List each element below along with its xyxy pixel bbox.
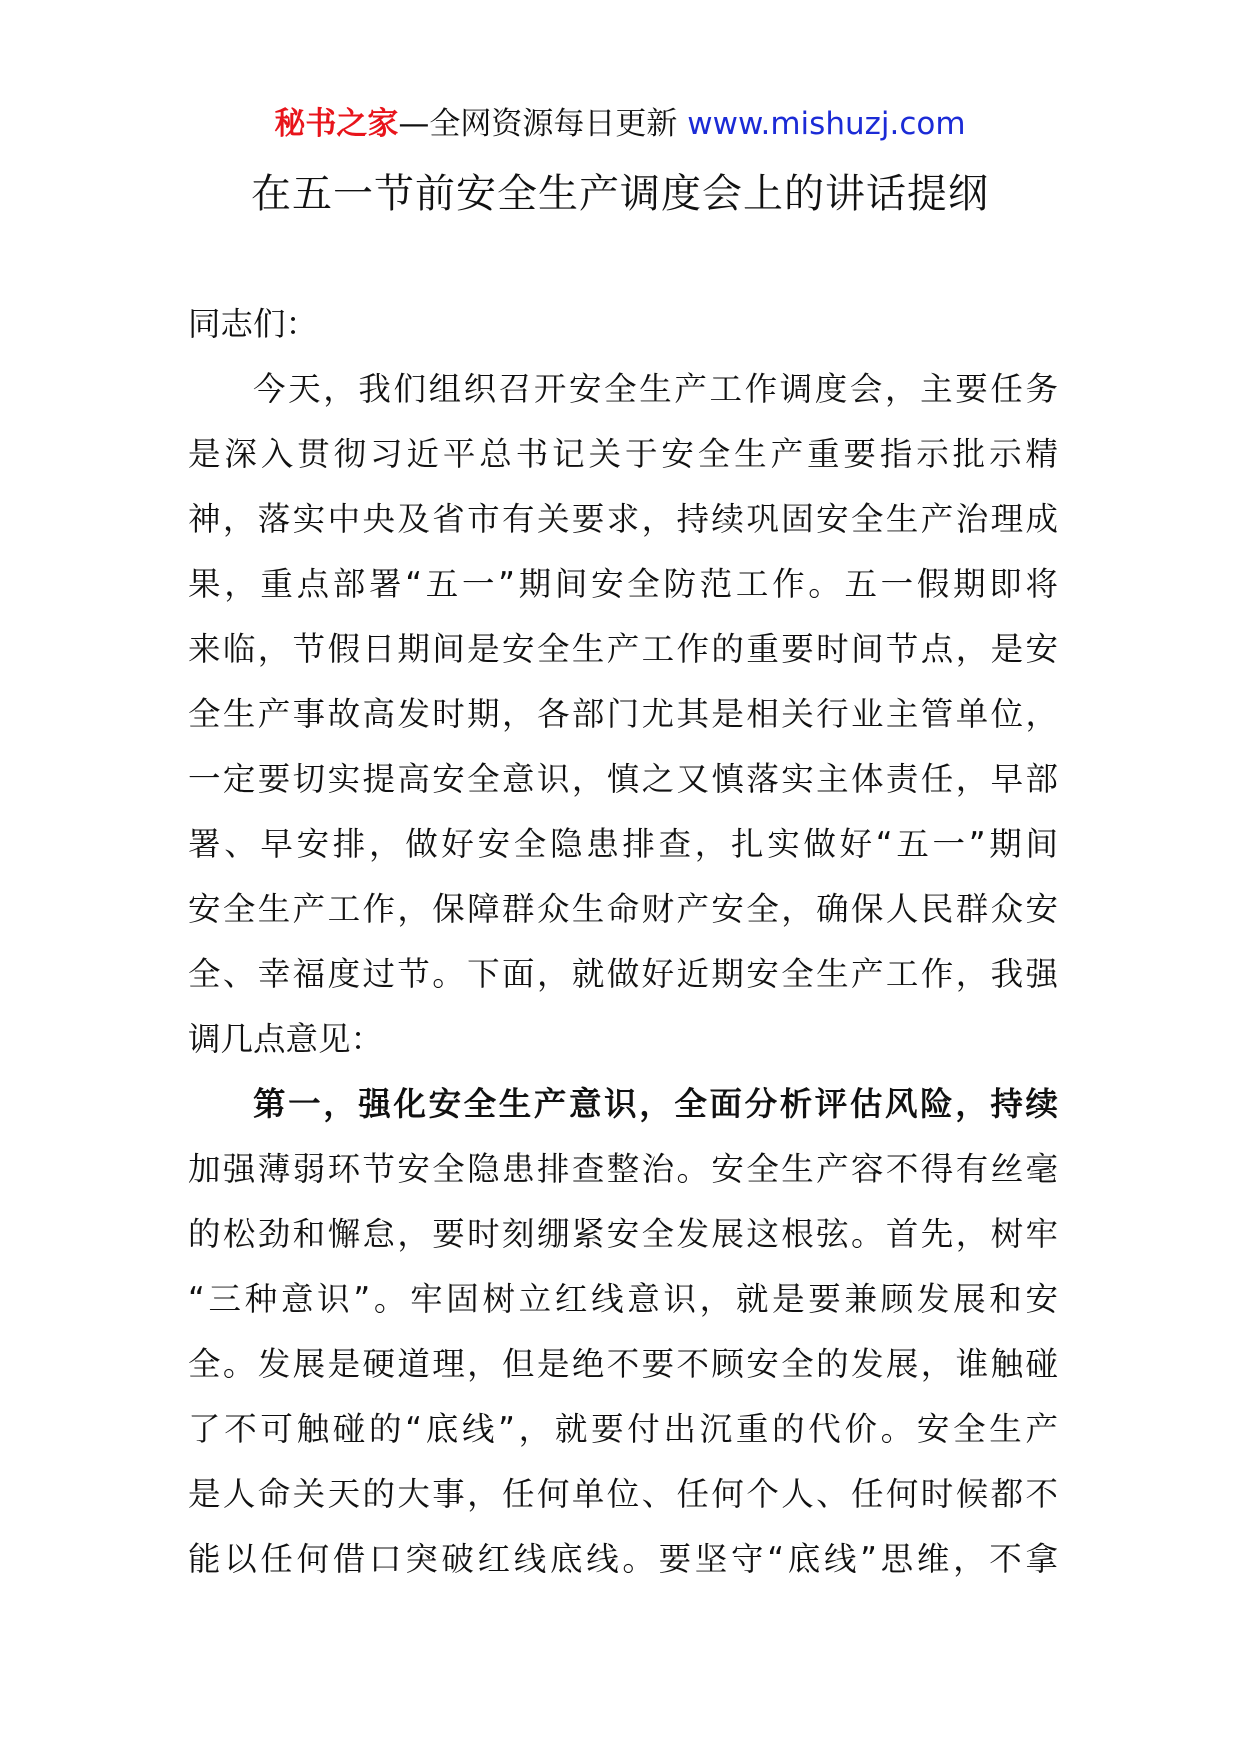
header-tagline: —全网资源每日更新: [398, 106, 688, 142]
paragraph-line: 全生产事故高发时期，各部门尤其是相关行业主管单位，: [188, 695, 1058, 733]
document-title: 在五一节前安全生产调度会上的讲话提纲: [251, 171, 989, 217]
document-body: [188, 292, 1058, 1592]
paragraph-line: 今天，我们组织召开安全生产工作调度会，主要任务: [253, 370, 1058, 408]
paragraph-line: 是深入贯彻习近平总书记关于安全生产重要指示批示精: [188, 435, 1058, 473]
paragraph-line: 署、早安排，做好安全隐患排查，扎实做好“五一”期间: [188, 825, 1058, 863]
paragraph-line: 是人命关天的大事，任何单位、任何个人、任何时候都不: [188, 1475, 1058, 1513]
site-header: [0, 102, 1240, 146]
paragraph-line: 能以任何借口突破红线底线。要坚守“底线”思维，不拿: [188, 1540, 1058, 1578]
paragraph-line: 的松劲和懈怠，要时刻绷紧安全发展这根弦。首先，树牢: [188, 1215, 1058, 1253]
paragraph-line: 安全生产工作，保障群众生命财产安全，确保人民群众安: [188, 890, 1058, 928]
brand-name: 秘书之家: [274, 106, 399, 142]
site-url-link[interactable]: www.mishuzj.com: [687, 106, 966, 142]
paragraph-line: 全。发展是硬道理，但是绝不要不顾安全的发展，谁触碰: [188, 1345, 1058, 1383]
section-heading-line: 第一，强化安全生产意识，全面分析评估风险，持续: [253, 1085, 1058, 1123]
paragraph-line: 全、幸福度过节。下面，就做好近期安全生产工作，我强: [188, 955, 1058, 993]
salutation: 同志们：: [188, 305, 319, 343]
paragraph-line: 果，重点部署“五一”期间安全防范工作。五一假期即将: [188, 565, 1058, 603]
paragraph-line: 一定要切实提高安全意识，慎之又慎落实主体责任，早部: [188, 760, 1058, 798]
paragraph-line: 神，落实中央及省市有关要求，持续巩固安全生产治理成: [188, 500, 1058, 538]
paragraph-line: 来临，节假日期间是安全生产工作的重要时间节点，是安: [188, 630, 1058, 668]
paragraph-line: 了不可触碰的“底线”，就要付出沉重的代价。安全生产: [188, 1410, 1058, 1448]
paragraph-line: 调几点意见：: [188, 1020, 384, 1058]
paragraph-line: “三种意识”。牢固树立红线意识，就是要兼顾发展和安: [188, 1280, 1058, 1318]
paragraph-line: 加强薄弱环节安全隐患排查整治。安全生产容不得有丝毫: [188, 1150, 1058, 1188]
